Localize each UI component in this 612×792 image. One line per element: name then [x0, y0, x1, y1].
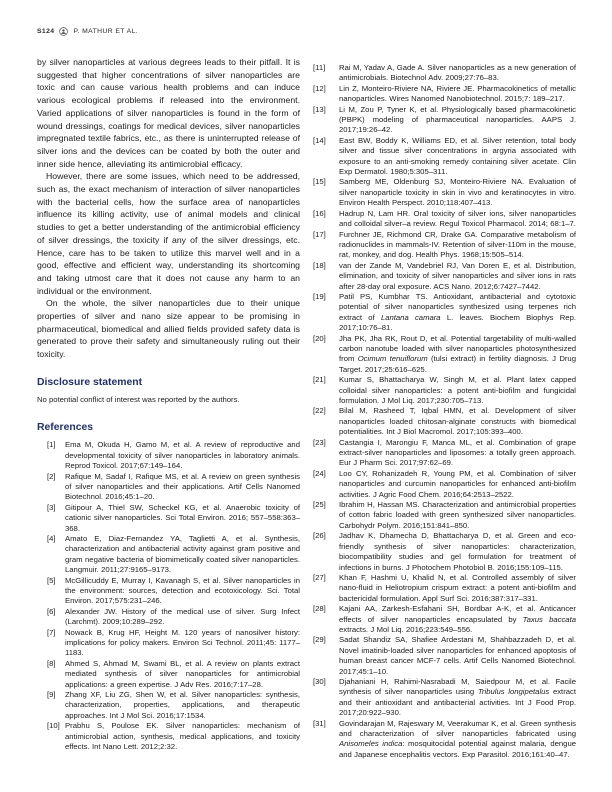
reference-entry — [313, 63, 576, 84]
reference-text: Rafique M, Sadaf I, Rafique MS, et al. A review on green synthesis of silver nanoparticles and their applications. Artif Cells Nanomed Biotechnol. 2016;45:1–20. — [65, 471, 300, 502]
reference-entry — [313, 719, 576, 761]
reference-text: Kumar S, Bhattacharya W, Singh M, et al. Plant latex capped colloidal silver nanoparticles: a potent anti-biofilm and fungicidal formulation. J Mol Liq. 2017;230:705–713. — [339, 375, 576, 405]
reference-text: Hadrup N, Lam HR. Oral toxicity of silver ions, silver nanoparticles and colloidal silver–a review. Regul Toxicol Pharmacol. 2014; 68:1–7. — [339, 208, 576, 229]
reference-text: Djahaniani H, Rahimi-Nasrabadi M, Saiedpour M, et al. Facile synthesis of silver nanoparticles using Tribulus longipetalus extract and their antioxidant and antibacterial activities. Int J Food Prop. 2017;20:922–930. — [339, 676, 577, 718]
reference-entry — [47, 628, 300, 659]
reference-number: [31] — [313, 718, 326, 728]
reference-number: [5] — [47, 575, 56, 585]
reference-number: [21] — [313, 375, 326, 385]
reference-text: Kajani AA, Zarkesh-Esfahani SH, Bordbar A-K, et al. Anticancer effects of silver nanoparticles encapsulated by Taxus baccata extracts. J Mol Liq. 2016;223:549–556. — [339, 604, 576, 634]
reference-entry — [313, 500, 576, 531]
reference-number: [20] — [313, 333, 326, 343]
reference-number: [16] — [313, 208, 326, 218]
reference-number: [6] — [47, 606, 56, 616]
reference-number: [4] — [47, 533, 56, 543]
reference-number: [26] — [313, 531, 326, 541]
reference-entry — [313, 209, 576, 230]
reference-text: Furchner JE, Richmond CR, Drake GA. Comparative metabolism of radionuclides in mammals-IV. Retention of silver-110m in the mouse, rat, monkey, and dog. Health Phys. 1968;15:505–514. — [339, 229, 576, 260]
reference-entry — [47, 440, 300, 471]
reference-entry — [47, 472, 300, 503]
references-heading: References — [37, 422, 94, 434]
reference-text: Rai M, Yadav A, Gade A. Silver nanoparticles as a new generation of antimicrobials. Biotechnol Adv. 2009;27:76–83. — [339, 63, 576, 83]
reference-text: Govindarajan M, Rajeswary M, Veerakumar K, et al. Green synthesis and characterization of silver nanoparticles fabricated using Anisomeles indica: mosquitocidal potential against malaria, dengue and Japanese encephalitis vectors. Exp Parasitol. 2016;161:40–47. — [339, 718, 576, 759]
reference-entry — [313, 375, 576, 406]
left-column — [37, 56, 300, 760]
reference-text: Alexander JW. History of the medical use of silver. Surg Infect (Larchmt). 2009;10:289–292. — [65, 606, 300, 627]
reference-number: [25] — [313, 500, 326, 510]
reference-number: [19] — [313, 291, 326, 301]
reference-entry — [47, 721, 300, 752]
reference-number: [11] — [313, 63, 326, 72]
reference-entry — [47, 659, 300, 690]
page-number: S124 — [37, 28, 55, 35]
person-icon — [59, 27, 68, 36]
reference-entry — [313, 406, 576, 437]
reference-number: [27] — [313, 572, 326, 582]
running-head: P. MATHUR ET AL. — [73, 28, 139, 35]
reference-number: [29] — [313, 635, 326, 645]
body-paragraph-2: However, there are some issues, which need to be addressed, such as, the exact mechanism of interaction of silver nanoparticles with the bacterial cells, how the surface area of nanoparticles influence its killing activity, use of animal models and clinical studies to get a better understanding of the antimicrobial efficiency of silver dressings, the toxicity if any of the silver dressings, etc. Hence, care has to be taken to utilize this marvel well and in a good, effective and efficient way, understanding its shortcoming and taking utmost care that it does not cause any harm to an individual or the environment. — [37, 171, 300, 296]
reference-number: [10] — [47, 721, 60, 731]
reference-text: van der Zande M, Vandebriel RJ, Van Doren E, et al. Distribution, elimination, and toxicity of silver nanoparticles and silver ions in rats after 28-day oral exposure. ACS Nano. 2012;6:7427–7442. — [339, 260, 576, 291]
reference-text: Ema M, Okuda H, Gamo M, et al. A review of reproductive and developmental toxicity of silver nanoparticles in laboratory animals. Reprod Toxicol. 2017;67:149–164. — [65, 440, 300, 471]
reference-entry — [313, 105, 576, 136]
reference-text: Lin Z, Monteiro-Riviere NA, Riviere JE. Pharmacokinetics of metallic nanoparticles. Wires Nanomed Nanobiotechnol. 2015;7: 189–217. — [339, 83, 576, 104]
reference-number: [9] — [47, 690, 56, 700]
reference-entry — [313, 261, 576, 292]
reference-entry — [313, 677, 576, 719]
reference-number: [12] — [313, 83, 326, 93]
reference-text: Loo CY, Rohanizadeh R, Young PM, et al. Combination of silver nanoparticles and curcumin nanoparticles for enhanced anti-biofilm activities. J Agric Food Chem. 2016;64:2513–2522. — [339, 468, 576, 499]
two-column-layout — [37, 56, 576, 760]
reference-entry — [47, 576, 300, 607]
reference-text: Zhang XF, Liu ZG, Shen W, et al. Silver nanoparticles: synthesis, characterization, properties, applications, and therapeutic approaches. Int J Mol Sci. 2016;17:1534. — [65, 690, 300, 720]
reference-text: Amato E, Diaz-Fernandez YA, Taglietti A, et al. Synthesis, characterization and antibacterial activity against gram positive and gram negative bacteria of biomimetically coated silver nanoparticles. Langmuir. 2011;27:9165–9173. — [65, 533, 300, 575]
reference-number: [7] — [47, 627, 56, 637]
reference-text: Nowack B, Krug HF, Height M. 120 years of nanosilver history: implications for policy makers. Environ Sci Technol. 2011;45: 1177–1183. — [65, 627, 300, 658]
reference-entry — [313, 292, 576, 334]
reference-text: Patil PS, Kumbhar TS. Antioxidant, antibacterial and cytotoxic potential of silver nanoparticles synthesized using terpenes rich extract of Lantana camara L. leaves. Biochem Biophys Rep. 2017;10:76–81. — [339, 291, 576, 333]
reference-entry — [313, 84, 576, 105]
reference-entry — [313, 573, 576, 604]
reference-number: [2] — [47, 471, 56, 481]
reference-entry — [313, 604, 576, 635]
reference-number: [15] — [313, 177, 326, 187]
reference-entry — [47, 690, 300, 721]
reference-entry — [313, 177, 576, 208]
reference-number: [18] — [313, 260, 326, 270]
reference-number: [17] — [313, 229, 326, 239]
references-list-left — [37, 440, 300, 752]
reference-number: [30] — [313, 676, 326, 686]
reference-entry — [47, 607, 300, 628]
reference-number: [1] — [47, 440, 56, 450]
reference-text: Khan F, Hashmi U, Khalid N, et al. Controlled assembly of silver nano-fluid in Heliotropium crispum extract: a potent anti-biofilm and bactericidal formulation. Appl Surf Sci. 2016;387:317–331. — [339, 572, 576, 603]
reference-entry — [313, 531, 576, 573]
reference-text: Ibrahim H, Hassan MS. Characterization and antimicrobial properties of cotton fabric loaded with green synthesized silver nanoparticles. Carbohydr Polym. 2016;151:841–850. — [339, 500, 576, 530]
reference-text: Gitipour A, Thiel SW, Scheckel KG, et al. Anaerobic toxicity of cationic silver nanoparticles. Sci Total Environ. 2016; 557–558:363–368. — [65, 502, 300, 533]
reference-entry — [47, 534, 300, 576]
reference-number: [22] — [313, 406, 326, 416]
reference-number: [24] — [313, 468, 326, 478]
reference-number: [13] — [313, 104, 326, 114]
right-column — [313, 56, 576, 760]
reference-entry — [313, 438, 576, 469]
reference-entry — [47, 503, 300, 534]
reference-number: [23] — [313, 437, 326, 447]
reference-text: McGillicuddy E, Murray I, Kavanagh S, et al. Silver nanoparticles in the environment: sources, detection and ecotoxicology. Sci. Total Environ. 2017;575:231–246. — [65, 575, 300, 606]
reference-text: Bilal M, Rasheed T, Iqbal HMN, et al. Development of silver nanoparticles loaded chitosan-alginate constructs with biomedical potentialities. Int J Biol Macromol. 2017;105:393–400. — [339, 406, 576, 437]
reference-text: Castangia I, Marongiu F, Manca ML, et al. Combination of grape extract-silver nanoparticles and liposomes: a totally green approach. Eur J Pharm Sci. 2017;97:62–69. — [339, 437, 576, 468]
references-list-right — [313, 63, 576, 760]
disclosure-statement-text: No potential conflict of interest was reported by the authors. — [37, 394, 240, 404]
reference-text: East BW, Boddy K, Williams ED, et al. Silver retention, total body silver and tissue silver concentrations in argyria associated with exposure to an anti-smoking remedy containing silver acetate. Clin Exp Dermatol. 1980;5:305–311. — [339, 135, 576, 177]
reference-text: Ahmed S, Ahmad M, Swami BL, et al. A review on plants extract mediated synthesis of silver nanoparticles for antimicrobial applications: a green expertise. J Adv Res. 2016;7:17–28. — [65, 658, 300, 689]
reference-number: [14] — [313, 135, 326, 145]
reference-text: Samberg ME, Oldenburg SJ, Monteiro-Riviere NA. Evaluation of silver nanoparticle toxicity in skin in vivo and keratinocytes in vitro. Environ Health Perspect. 2010;118:407–413. — [339, 177, 576, 208]
reference-entry — [313, 230, 576, 261]
reference-number: [28] — [313, 604, 326, 614]
reference-entry — [313, 469, 576, 500]
reference-entry — [313, 334, 576, 376]
reference-text: Jadhav K, Dhamecha D, Bhattacharya D, et al. Green and eco-friendly synthesis of silver nanoparticles: characterization, biocompatibility studies and gel formulation for treatment of infections in burns. J Photochem Photobiol B. 2016;155:109–115. — [339, 531, 576, 572]
page-header — [37, 27, 138, 36]
reference-text: Li M, Zou P, Tyner K, et al. Physiologically based pharmacokinetic (PBPK) modeling of pharmaceutical nanoparticles. AAPS J. 2017;19:26–42. — [339, 104, 576, 135]
disclosure-statement-heading: Disclosure statement — [37, 376, 143, 388]
body-paragraph-1: by silver nanoparticles at various degrees leads to their pitfall. It is suggested that higher concentrations of silver nanoparticles are toxic and can cause various health problems and can induce various ecological problems if released into the environment. Varied applications of silver nanoparticles is found in the form of wound dressings, coatings for medical devices, silver nanoparticles impregnated textile fabrics, etc., as there is uninterrupted release of silver ions and the devices can be coated by both the outer and inner side hence, alleviating its antimicrobial efficacy. — [37, 57, 300, 169]
reference-text: Jha PK, Jha RK, Rout D, et al. Potential targetability of multi-walled carbon nanotube loaded with silver nanoparticles photosynthesized from Ocimum tenuiflorum (tulsi extract) in fertility diagnosis. J Drug Target. 2017;25:616–625. — [339, 333, 576, 374]
reference-entry — [313, 635, 576, 677]
reference-text: Sadat Shandiz SA, Shafiee Ardestani M, Shahbazzadeh D, et al. Novel imatinib-loaded silver nanoparticles for enhanced apoptosis of human breast cancer MCF-7 cells. Artif Cells Nanomed Biotechnol. 2017;45:1–10. — [339, 635, 576, 676]
reference-entry — [313, 136, 576, 178]
body-paragraph-3: On the whole, the silver nanoparticles due to their unique properties of silver and nano size appear to be promising in pharmaceutical, biomedical and allied fields provided safety data is generated to prove their safety and simultaneously ruling out their toxicity. — [37, 298, 300, 360]
reference-number: [3] — [47, 502, 56, 512]
reference-number: [8] — [47, 658, 56, 668]
reference-text: Prabhu S, Poulose EK. Silver nanoparticles: mechanism of antimicrobial action, synthesis, medical applications, and toxicity effects. Int Nano Lett. 2012;2:32. — [65, 721, 300, 752]
